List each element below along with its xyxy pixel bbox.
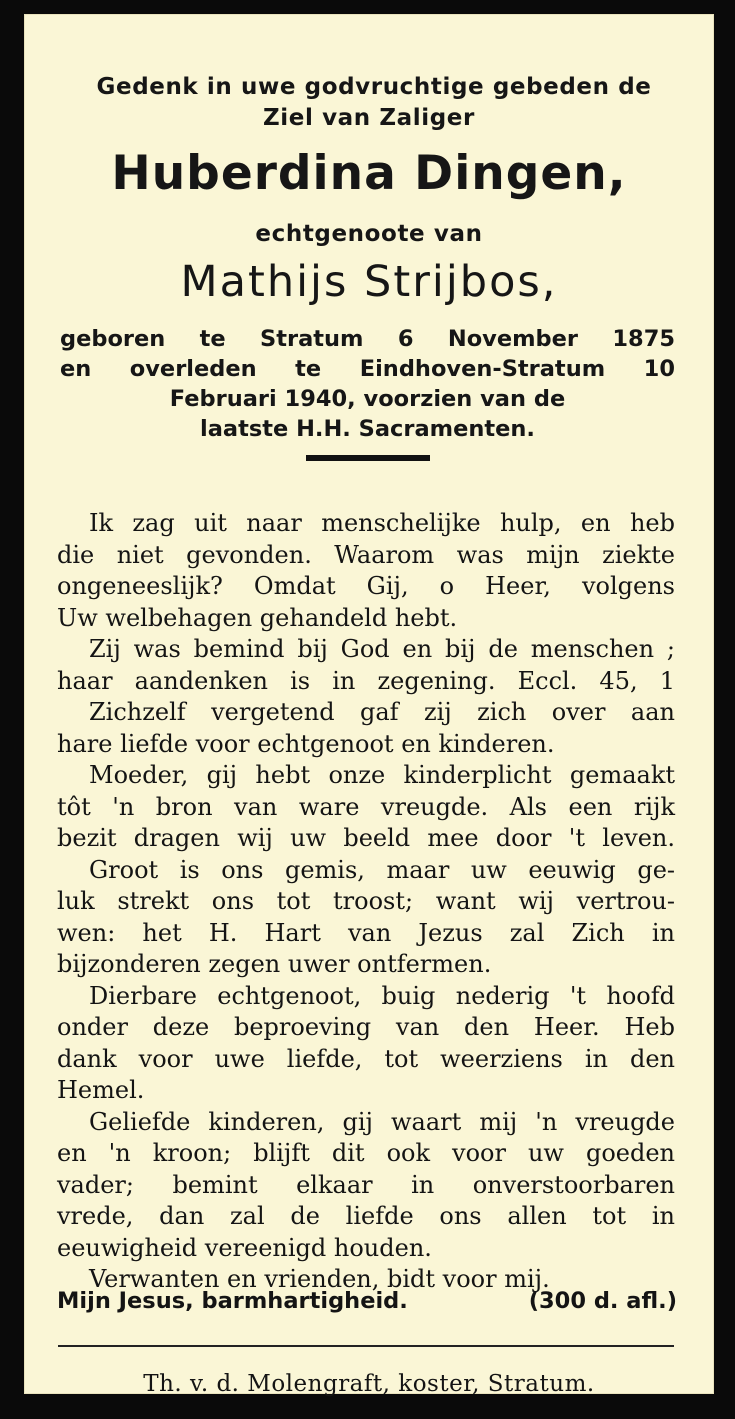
body-line: vrede, dan zal de liefde ons allen tot in — [57, 1202, 675, 1230]
body-line: Ik zag uit naar menschelijke hulp, en heb — [89, 509, 675, 537]
body-line: onder deze beproeving van den Heer. Heb — [57, 1013, 675, 1041]
birth-death-facts — [60, 324, 675, 444]
body-line: Groot is ons gemis, maar uw eeuwig ge- — [89, 855, 675, 884]
memorial-text — [57, 508, 675, 1296]
intro-line-2: Ziel van Zaliger — [263, 105, 475, 131]
body-line: tôt 'n bron van ware vreugde. Als een rijk — [57, 792, 675, 821]
body-line: bezit dragen wij uw beeld mee door 't leven. — [57, 824, 675, 852]
body-line: eeuwigheid vereenigd houden. — [57, 1233, 432, 1262]
body-line: wen: het H. Hart van Jezus zal Zich in — [57, 918, 675, 947]
body-line: bijzonderen zegen uwer ontfermen. — [57, 950, 492, 978]
spouse-name: Mathijs Strijbos, — [180, 257, 558, 307]
intro-line-1: Gedenk in uwe godvruchtige gebeden de — [96, 74, 652, 100]
facts-line-4: laatste H.H. Sacramenten. — [200, 416, 535, 442]
body-line: luk strekt ons tot troost; want wij vertrou- — [57, 887, 675, 915]
deceased-name: Huberdina Dingen, — [111, 146, 627, 201]
body-line: Hemel. — [57, 1076, 145, 1104]
prayer-indulgence: (300 d. afl.) — [528, 1288, 677, 1314]
long-divider — [58, 1345, 674, 1347]
body-line: dank voor uwe liefde, tot weerziens in den — [57, 1044, 675, 1073]
body-line: Dierbare echtgenoot, buig nederig 't hoofd — [89, 981, 675, 1010]
body-line: hare liefde voor echtgenoot en kinderen. — [57, 729, 555, 758]
body-line: die niet gevonden. Waarom was mijn ziekte — [57, 540, 675, 569]
facts-line-1: geboren te Stratum 6 November 1875 — [60, 326, 675, 352]
body-line: Zij was bemind bij God en bij de menschen ; — [89, 635, 675, 663]
body-line: haar aandenken is in zegening. Eccl. 45, 1 — [57, 666, 675, 695]
body-line: Moeder, gij hebt onze kinderplicht gemaakt — [89, 761, 675, 789]
body-line: Verwanten en vrienden, bidt voor mij. — [89, 1265, 550, 1293]
prayer-text: Mijn Jesus, barmhartigheid. — [57, 1288, 408, 1314]
facts-line-3: Februari 1940, voorzien van de — [169, 386, 566, 412]
body-line: Geliefde kinderen, gij waart mij 'n vreugde — [89, 1107, 675, 1136]
short-divider — [306, 455, 430, 461]
body-line: en 'n kroon; blijft dit ook voor uw goeden — [57, 1139, 675, 1167]
intro-text — [24, 72, 714, 134]
spouse-intro: echtgenoote van — [255, 221, 483, 247]
printer-credit: Th. v. d. Molengraft, koster, Stratum. — [143, 1371, 595, 1397]
facts-line-2: en overleden te Eindhoven-Stratum 10 — [60, 356, 675, 382]
memorial-card — [24, 14, 714, 1397]
body-line: Zichzelf vergetend gaf zij zich over aan — [89, 698, 675, 726]
indulgence-prayer — [57, 1288, 677, 1314]
body-line: Uw welbehagen gehandeld hebt. — [57, 603, 458, 632]
body-line: vader; bemint elkaar in onverstoorbaren — [57, 1170, 675, 1199]
body-line: ongeneeslijk? Omdat Gij, o Heer, volgens — [57, 572, 675, 600]
